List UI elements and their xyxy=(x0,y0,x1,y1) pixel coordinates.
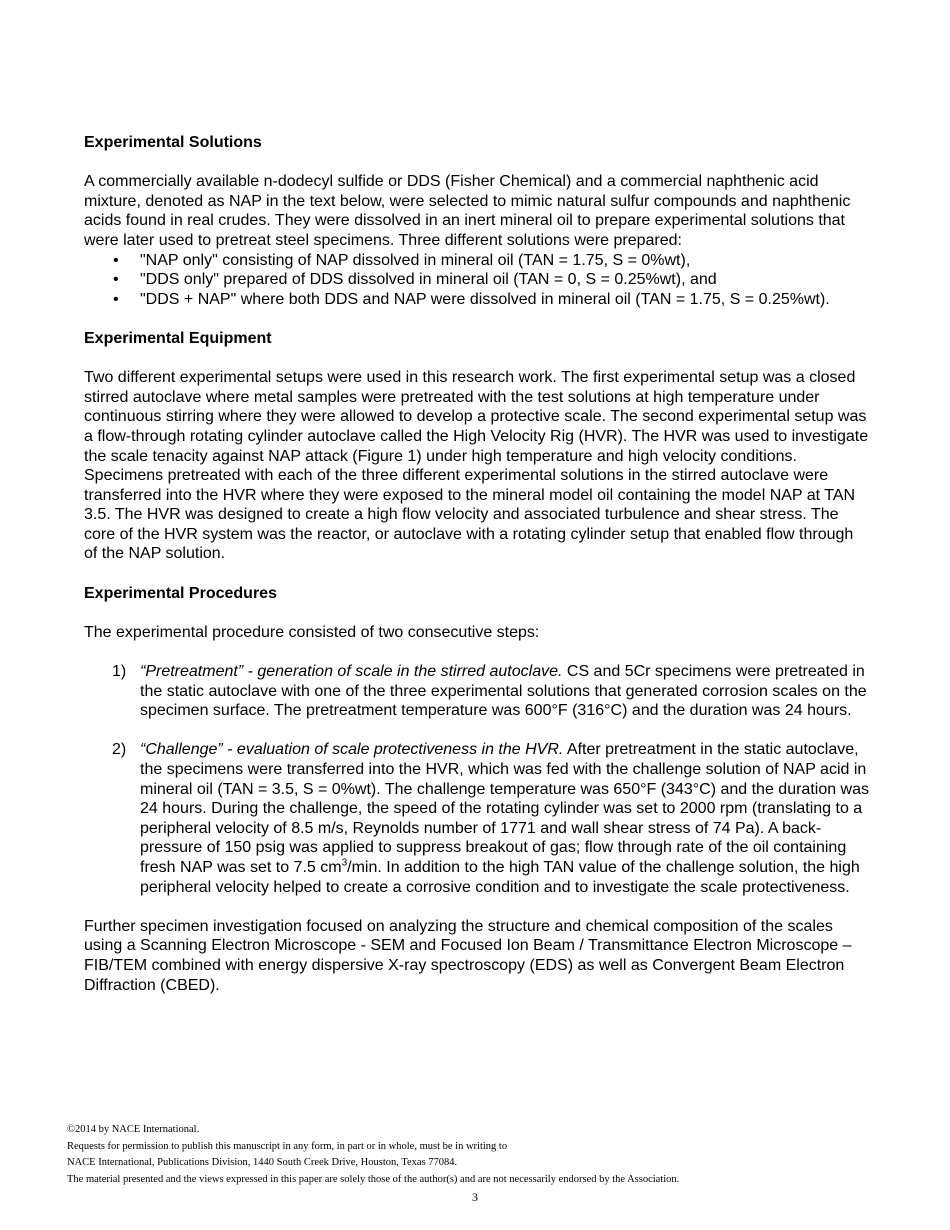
step-number: 1) xyxy=(112,663,127,681)
page-footer xyxy=(67,1122,887,1188)
heading-experimental-equipment: Experimental Equipment xyxy=(84,329,272,347)
bullet-icon: • xyxy=(113,251,119,269)
solutions-list xyxy=(84,251,870,310)
step-text: CS and 5Cr specimens were pretreated in the static autoclave with one of the three experimental solutions that generated corrosion scales on the specimen surface. The pretreatment temperature was 600°F (316°C) and the duration was 24 hours. xyxy=(140,663,867,720)
list-item xyxy=(84,740,870,897)
copyright-line: ©2014 by NACE International. xyxy=(67,1124,200,1135)
bullet-icon: • xyxy=(113,290,119,308)
bullet-icon: • xyxy=(113,271,119,289)
procedures-closing: Further specimen investigation focused on analyzing the structure and chemical composition of the scales using a Scanning Electron Microscope - SEM and Focused Ion Beam / Transmittance Electron Microscope – FIB/TEM combined with energy dispersive X-ray spectroscopy (EDS) as well as Convergent Beam Electron Diffraction (CBED). xyxy=(84,917,852,994)
list-item: • "DDS + NAP" where both DDS and NAP were dissolved in mineral oil (TAN = 1.75, S = 0.25%wt). xyxy=(113,290,830,308)
solutions-intro: A commercially available n-dodecyl sulfide or DDS (Fisher Chemical) and a commercial naphthenic acid mixture, denoted as NAP in the text below, were selected to mimic natural sulfur compounds and naphthenic acids found in real crudes. They were dissolved in an inert mineral oil to prepare experimental solutions that were later used to pretreat steel specimens. Three different solutions were prepared: xyxy=(84,173,851,249)
step-title: “Pretreatment” - generation of scale in the stirred autoclave. xyxy=(140,663,563,681)
equipment-body: Two different experimental setups were used in this research work. The first experimental setup was a closed stirred autoclave where metal samples were pretreated with the test solutions at high temperature under continuous stirring where they were allowed to develop a protective scale. The second experimental setup was a flow-through rotating cylinder autoclave called the High Velocity Rig (HVR). The HVR was used to investigate the scale tenacity against NAP attack (Figure 1) under high temperature and high velocity conditions. Specimens pretreated with each of the three different experimental solutions in the stirred autoclave were transferred into the HVR where they were exposed to the mineral model oil containing the model NAP at TAN 3.5. The HVR was designed to create a high flow velocity and associated turbulence and shear stress. The core of the HVR system was the reactor, or autoclave with a rotating cylinder setup that enabled flow through of the NAP solution. xyxy=(84,369,869,563)
list-item: • "NAP only" consisting of NAP dissolved in mineral oil (TAN = 1.75, S = 0%wt), xyxy=(113,251,691,269)
heading-experimental-procedures: Experimental Procedures xyxy=(84,584,277,602)
footer-line: NACE International, Publications Division, 1440 South Creek Drive, Houston, Texas 77084. xyxy=(67,1157,458,1168)
step-number: 2) xyxy=(112,741,127,759)
list-item: • "DDS only" prepared of DDS dissolved in mineral oil (TAN = 0, S = 0.25%wt), and xyxy=(113,271,717,289)
page-body xyxy=(84,133,870,995)
footer-line: The material presented and the views expressed in this paper are solely those of the author(s) and are not necessarily endorsed by the Association. xyxy=(67,1173,680,1185)
step-title: “Challenge” - evaluation of scale protectiveness in the HVR. xyxy=(140,741,564,759)
list-item xyxy=(84,662,870,721)
step-text: After pretreatment in the static autoclave, the specimens were transferred into the HVR, which was fed with the challenge solution of NAP acid in mineral oil (TAN = 3.5, S = 0%wt). The challenge temperature was 650°F (343°C) and the duration was 24 hours. During the challenge, the speed of the rotating cylinder was set to 2000 rpm (translating to a peripheral velocity of 8.5 m/s, Reynolds number of 1771 and wall shear stress of 74 Pa). A back-pressure of 150 psig was applied to suppress breakout of gas; flow through rate of the oil containing fresh NAP was set to 7.5 cm xyxy=(140,741,870,876)
page-number: 3 xyxy=(472,1190,478,1204)
superscript: 3 xyxy=(341,857,348,869)
footer-line: Requests for permission to publish this manuscript in any form, in part or in whole, must be in writing to xyxy=(67,1140,508,1152)
procedures-intro: The experimental procedure consisted of two consecutive steps: xyxy=(84,623,540,641)
heading-experimental-solutions: Experimental Solutions xyxy=(84,134,262,151)
step-text-continued: /min. In addition to the high TAN value of the challenge solution, the high peripheral velocity helped to create a corrosive condition and to investigate the scale protectiveness. xyxy=(140,858,860,896)
procedure-steps xyxy=(84,662,870,897)
